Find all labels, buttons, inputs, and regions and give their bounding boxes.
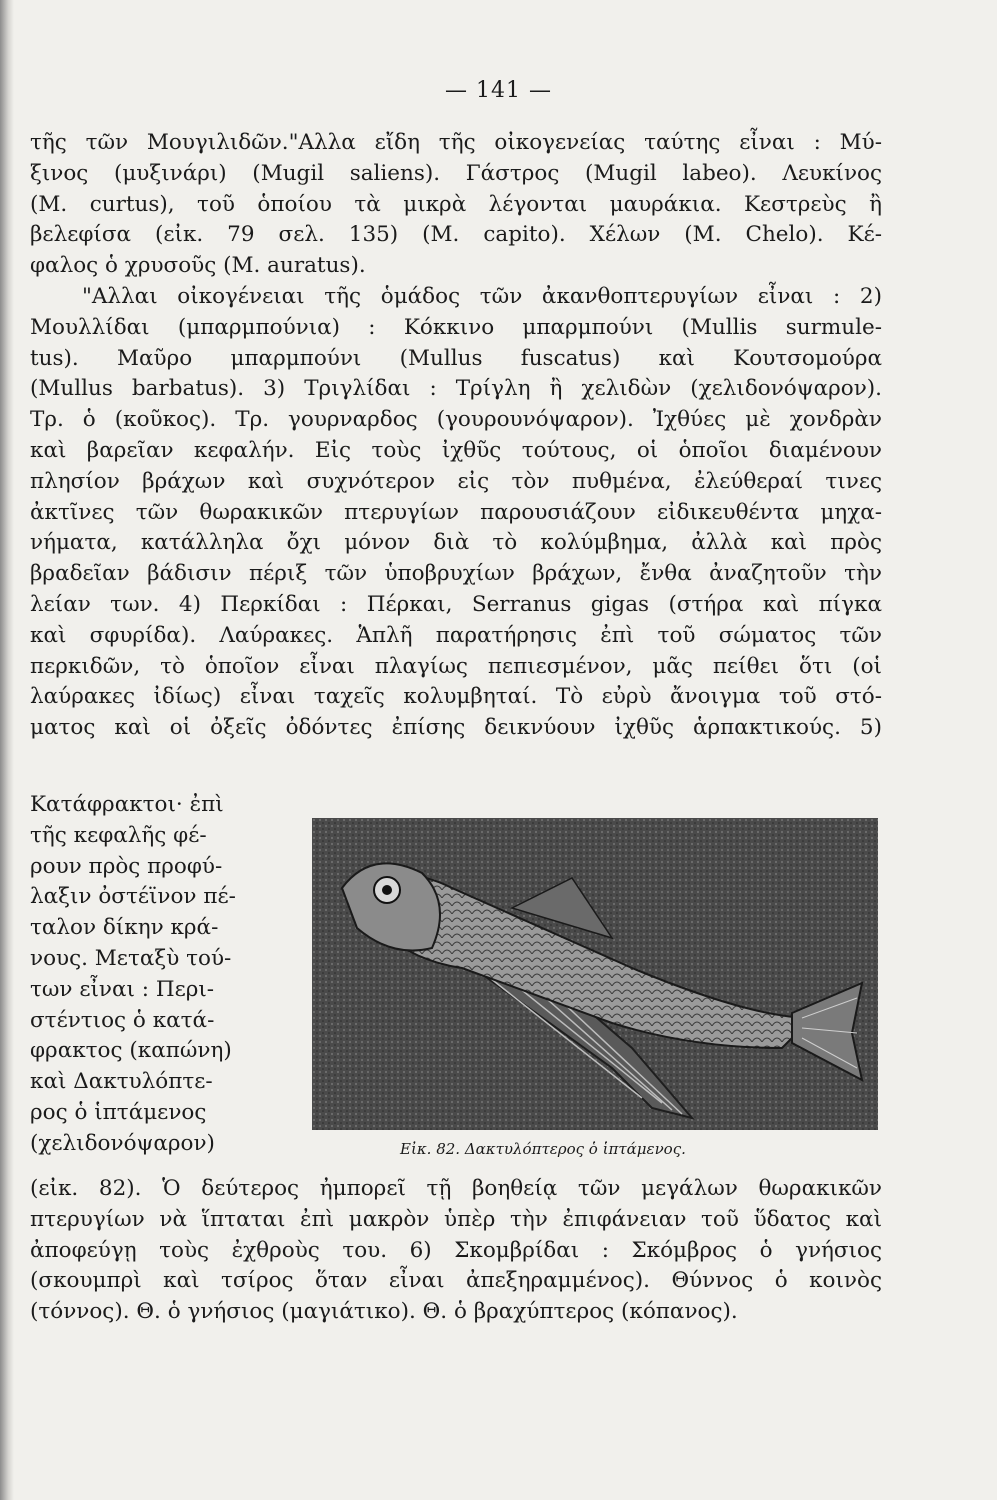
text-line: φρακτος (καπώνη) bbox=[30, 1038, 232, 1064]
text-line: πτερυγίων νὰ ἵπταται ἐπὶ μακρὸν ὑπὲρ τὴν ἐπιφάνειαν τοῦ ὕδατος καὶ bbox=[30, 1206, 882, 1232]
text-line: νήματα, κατάλληλα ὄχι μόνον διὰ τὸ κολύμβημα, ἀλλὰ καὶ πρὸς bbox=[30, 530, 882, 556]
paragraph-scombridae bbox=[30, 1174, 882, 1328]
text-line: ἀποφεύγῃ τοὺς ἐχθροὺς του. 6) Σκομβρίδαι : Σκόμβρος ὁ γνήσιος bbox=[30, 1237, 882, 1263]
text-line: tus). Μαῦρο μπαρμπούνι (Mullus fuscatus) καὶ Κουτσομούρα bbox=[30, 345, 882, 371]
text-line: λαξιν ὀστέϊνον πέ- bbox=[30, 884, 236, 910]
text-line: λείαν των. 4) Περκίδαι : Πέρκαι, Serranus gigas (στήρα καὶ πίγκα bbox=[30, 591, 882, 617]
page-edge-shadow bbox=[0, 0, 14, 1500]
text-line: ταλον δίκην κρά- bbox=[30, 915, 219, 941]
text-line: φαλος ὁ χρυσοῦς (M. auratus). bbox=[30, 253, 366, 279]
body-text-bottom bbox=[30, 1174, 882, 1328]
text-line: περκιδῶν, τὸ ὁποῖον εἶναι πλαγίως πεπιεσμένον, μᾶς πείθει ὅτι (οἱ bbox=[30, 653, 882, 679]
text-line: καὶ βαρεῖαν κεφαλήν. Εἰς τοὺς ἰχθῦς τούτους, οἱ ὁποῖοι διαμένουν bbox=[30, 437, 882, 463]
flying-gurnard-illustration bbox=[312, 818, 878, 1130]
text-line: νους. Μεταξὺ τού- bbox=[30, 945, 232, 971]
text-line: (M. curtus), τοῦ ὁποίου τὰ μικρὰ λέγονται μαυράκια. Κεστρεὺς ἢ bbox=[30, 191, 882, 217]
text-line: "Αλλαι οἰκογένειαι τῆς ὁμάδος τῶν ἀκανθοπτερυγίων εἶναι : 2) bbox=[82, 283, 882, 309]
text-line: λαύρακες ἰδίως) εἶναι ταχεῖς κολυμβηταί. Τὸ εὐρὺ ἄνοιγμα τοῦ στό- bbox=[30, 684, 882, 710]
text-line: ρουν πρὸς προφύ- bbox=[30, 853, 223, 879]
text-line: (χελιδονόψαρον) bbox=[30, 1130, 215, 1156]
text-line: ματος καὶ οἱ ὀξεῖς ὀδόντες ἐπίσης δεικνύουν ἰχθῦς ἁρπακτικούς. 5) bbox=[30, 715, 882, 741]
text-line: καὶ σφυρίδα). Λαύρακες. Ἁπλῆ παρατήρησις ἐπὶ τοῦ σώματος τῶν bbox=[30, 622, 882, 648]
text-line: βελεφίσα (εἰκ. 79 σελ. 135) (M. capito). Χέλων (M. Chelo). Κέ- bbox=[30, 222, 882, 248]
text-line: ἀκτῖνες τῶν θωρακικῶν πτερυγίων παρουσιάζουν εἰδικευθέντα μηχα- bbox=[30, 499, 882, 525]
page-number: — 141 — bbox=[445, 78, 552, 103]
text-line: Μουλλίδαι (μπαρμπούνια) : Κόκκινο μπαρμπούνι (Mullis surmule- bbox=[30, 314, 882, 340]
text-line: (Mullus barbatus). 3) Τριγλίδαι : Τρίγλη ἢ χελιδὼν (χελιδονόψαρον). bbox=[30, 376, 882, 402]
paragraph-mugilidae bbox=[30, 128, 882, 282]
text-line: τῆς τῶν Μουγιλιδῶν."Αλλα εἴδη τῆς οἰκογενείας ταύτης εἶναι : Μύ- bbox=[30, 130, 882, 155]
text-line: καὶ Δακτυλόπτε- bbox=[30, 1069, 213, 1095]
figure-caption: Εἰκ. 82. Δακτυλόπτερος ὁ ἱπτάμενος. bbox=[400, 1140, 686, 1158]
paragraph-acanthopterygii bbox=[30, 282, 882, 744]
text-line: (εἰκ. 82). Ὁ δεύτερος ἠμπορεῖ τῇ βοηθείᾳ τῶν μεγάλων θωρακικῶν bbox=[30, 1176, 882, 1201]
text-line: στέντιος ὁ κατά- bbox=[30, 1007, 215, 1033]
text-line: ξινος (μυξινάρι) (Mugil saliens). Γάστρος (Mugil labeo). Λευκίνος bbox=[30, 160, 882, 186]
text-line: Τρ. ὁ (κοῦκος). Τρ. γουρναρδος (γουρουνόψαρον). Ἰχθύες μὲ χονδρὰν bbox=[30, 407, 882, 433]
text-line: Κατάφρακτοι· ἐπὶ bbox=[30, 792, 224, 817]
text-line: (σκουμπρὶ καὶ τσίρος ὅταν εἶναι ἀπεξηραμμένος). Θύννος ὁ κοινὸς bbox=[30, 1268, 882, 1294]
text-line: πλησίον βράχων καὶ συχνότερον εἰς τὸν πυθμένα, ἐλεύθεραί τινες bbox=[30, 468, 882, 494]
body-text-top bbox=[30, 128, 882, 744]
body-text-narrow-column bbox=[30, 790, 292, 1160]
text-line: (τόννος). Θ. ὁ γνήσιος (μαγιάτικο). Θ. ὁ βραχύπτερος (κόπανος). bbox=[30, 1299, 738, 1325]
text-line: βραδεῖαν βάδισιν πέριξ τῶν ὑποβρυχίων βράχων, ἔνθα ἀναζητοῦν τὴν bbox=[30, 561, 882, 587]
text-line: ρος ὁ ἱπτάμενος bbox=[30, 1099, 207, 1125]
text-line: των εἶναι : Περι- bbox=[30, 976, 215, 1002]
text-line: τῆς κεφαλῆς φέ- bbox=[30, 822, 207, 848]
